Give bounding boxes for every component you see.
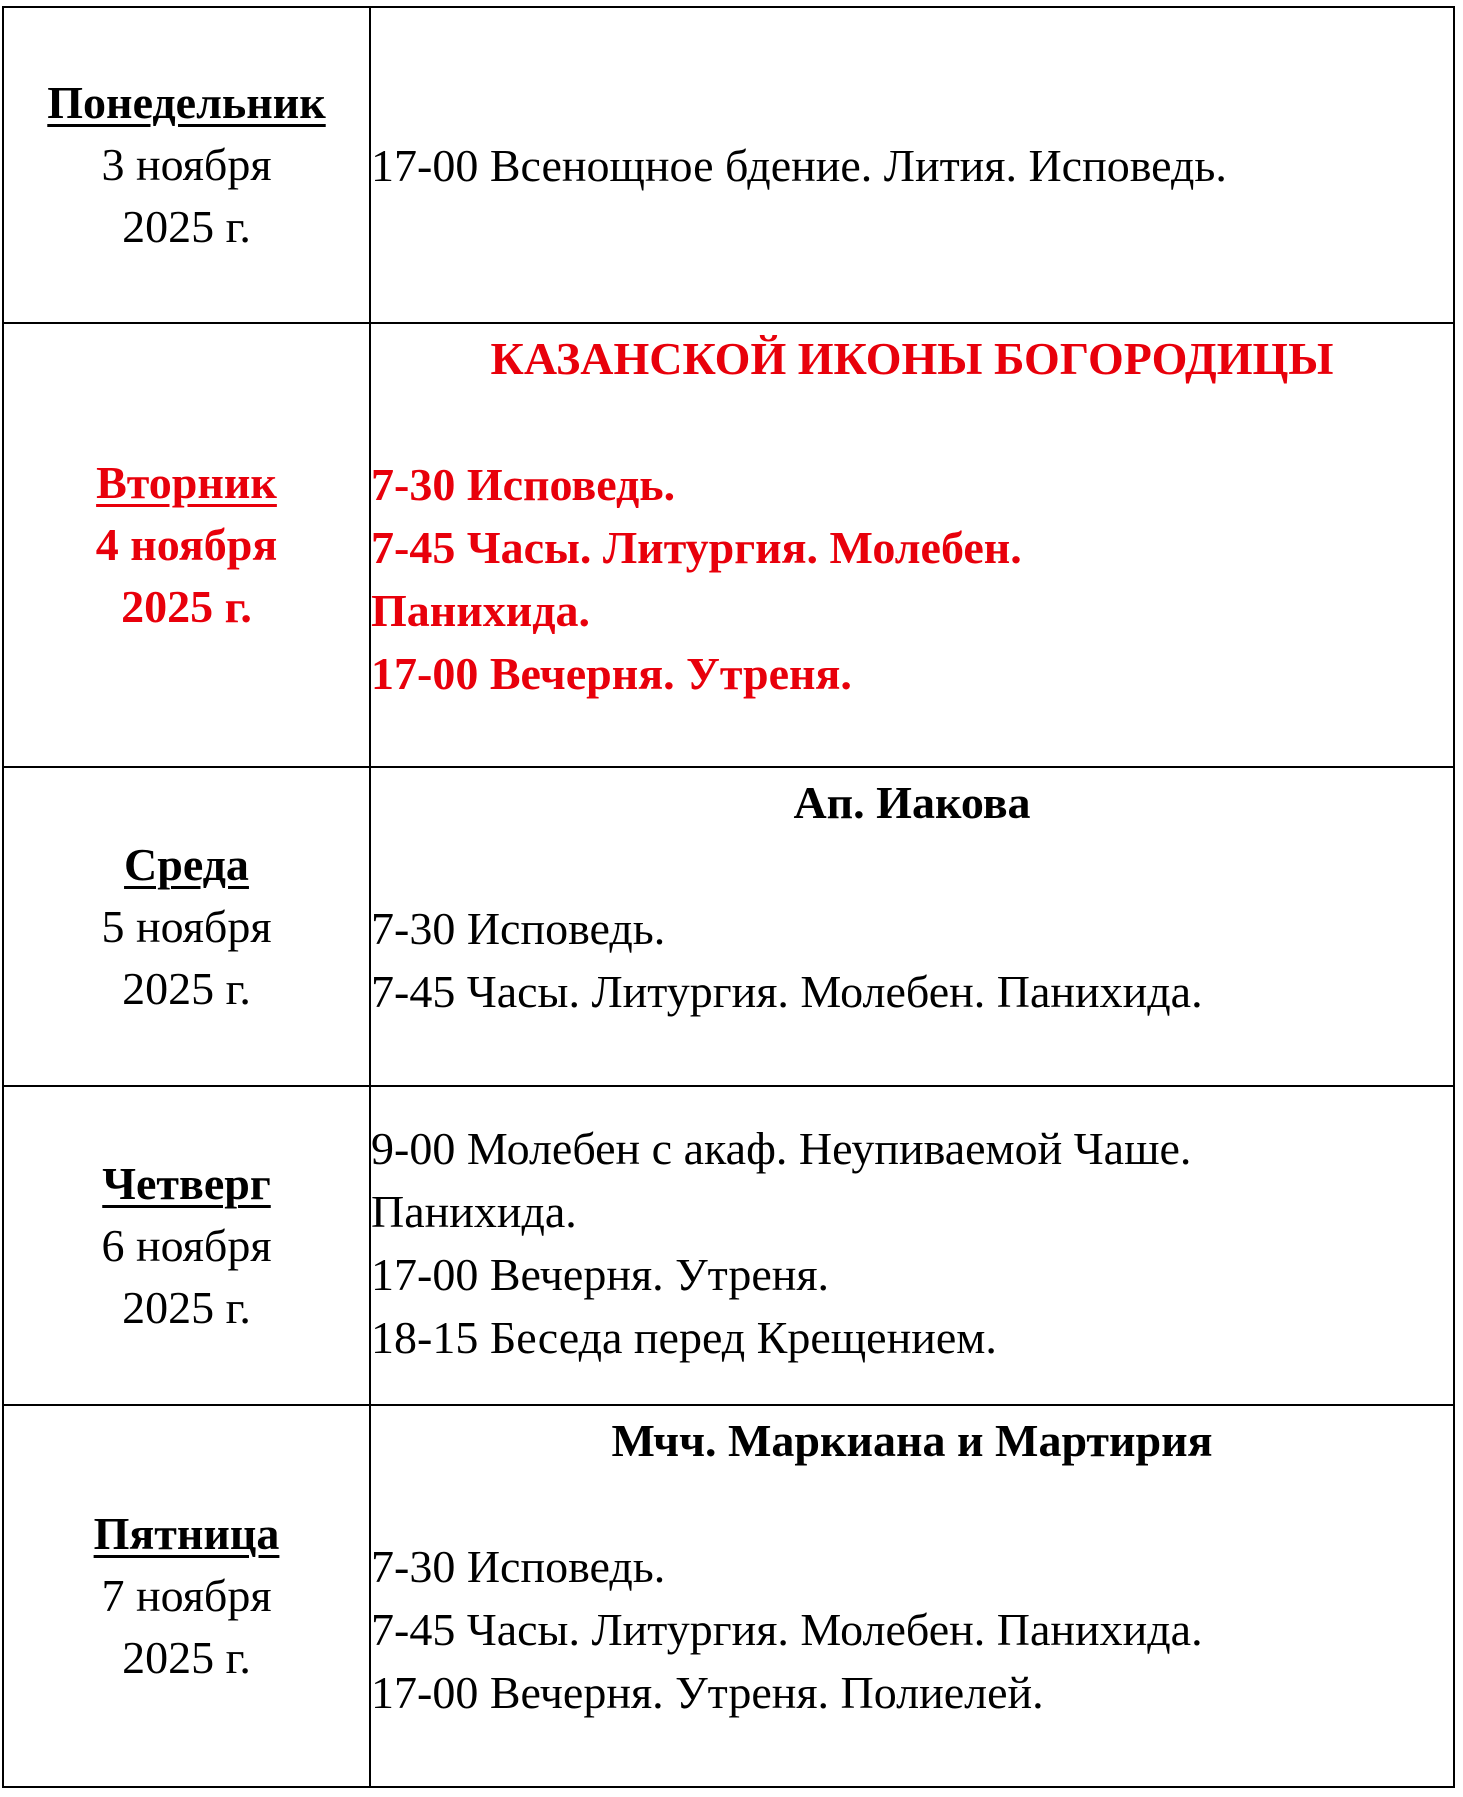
services-cell xyxy=(370,767,1454,1086)
service-line: 7-30 Исповедь. xyxy=(371,903,666,954)
weekday-label: Пятница xyxy=(93,1508,280,1559)
day-cell xyxy=(3,1405,370,1787)
service-line: 7-30 Исповедь. xyxy=(371,1541,666,1592)
schedule-row-thursday xyxy=(3,1086,1454,1405)
weekday-label: Четверг xyxy=(102,1157,271,1209)
date-label: 4 ноября xyxy=(95,519,278,570)
year-label: 2025 г. xyxy=(121,581,252,632)
schedule-row-friday xyxy=(3,1405,1454,1787)
date-label: 6 ноября xyxy=(101,1219,272,1271)
year-label: 2025 г. xyxy=(122,962,251,1014)
day-cell xyxy=(3,767,370,1086)
weekday-label: Среда xyxy=(124,838,249,890)
services-cell xyxy=(370,1405,1454,1787)
year-label: 2025 г. xyxy=(122,1281,251,1333)
service-line: 17-00 Всенощное бдение. Лития. Исповедь. xyxy=(371,139,1227,191)
date-label: 5 ноября xyxy=(101,900,272,952)
services-cell xyxy=(370,7,1454,323)
schedule-row-tuesday xyxy=(3,323,1454,767)
service-line: 9-00 Молебен с акаф. Неупиваемой Чаше. xyxy=(371,1123,1192,1174)
day-cell xyxy=(3,323,370,767)
service-line: Панихида. xyxy=(371,585,591,636)
feast-title: КАЗАНСКОЙ ИКОНЫ БОГОРОДИЦЫ xyxy=(490,333,1334,384)
service-line: 18-15 Беседа перед Крещением. xyxy=(371,1312,997,1363)
feast-title: Ап. Иакова xyxy=(793,777,1031,828)
day-cell xyxy=(3,1086,370,1405)
date-label: 7 ноября xyxy=(101,1570,272,1621)
weekday-label: Вторник xyxy=(96,457,277,508)
date-label: 3 ноября xyxy=(101,139,272,190)
schedule-table xyxy=(2,6,1455,1788)
schedule-row-monday xyxy=(3,7,1454,323)
services-cell xyxy=(370,1086,1454,1405)
service-line: 7-30 Исповедь. xyxy=(371,459,676,510)
schedule-row-wednesday xyxy=(3,767,1454,1086)
feast-title: Мчч. Маркиана и Мартирия xyxy=(611,1415,1213,1466)
weekday-label: Понедельник xyxy=(47,77,326,128)
service-line: 7-45 Часы. Литургия. Молебен. Панихида. xyxy=(371,966,1203,1017)
year-label: 2025 г. xyxy=(122,201,251,252)
service-line: Панихида. xyxy=(371,1186,577,1237)
service-line: 7-45 Часы. Литургия. Молебен. Панихида. xyxy=(371,1604,1203,1655)
service-line: 7-45 Часы. Литургия. Молебен. xyxy=(371,522,1022,573)
day-cell xyxy=(3,7,370,323)
service-line: 17-00 Вечерня. Утреня. xyxy=(371,648,852,699)
service-line: 17-00 Вечерня. Утреня. xyxy=(371,1249,830,1300)
year-label: 2025 г. xyxy=(122,1632,251,1683)
services-cell xyxy=(370,323,1454,767)
service-line: 17-00 Вечерня. Утреня. Полиелей. xyxy=(371,1667,1044,1718)
